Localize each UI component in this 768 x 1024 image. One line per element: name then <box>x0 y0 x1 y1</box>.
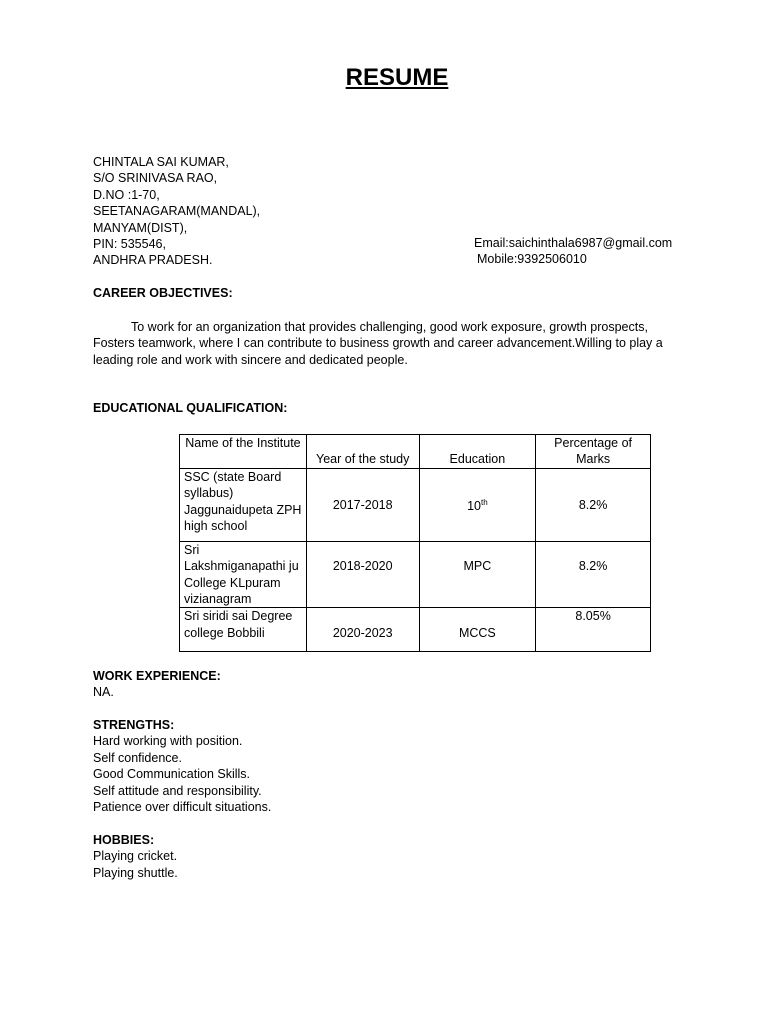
work-section <box>93 668 221 701</box>
hobbies-section <box>93 832 178 881</box>
cell-year: 2020-2023 <box>306 608 419 652</box>
page-title: RESUME <box>345 64 449 91</box>
list-item: Hard working with position. <box>93 734 243 749</box>
header-institute: Name of the Institute <box>180 435 307 469</box>
cell-percentage: 8.05% <box>536 608 651 652</box>
work-text: NA. <box>93 685 114 700</box>
cell-education: MCCS <box>419 608 536 652</box>
address-line: PIN: 535546, <box>93 236 166 251</box>
strengths-section <box>93 717 271 815</box>
address-line: D.NO :1-70, <box>93 187 160 202</box>
email-text: Email:saichinthala6987@gmail.com <box>474 236 673 250</box>
cell-institute: SSC (state Board syllabus) Jaggunaidupeta ZPH high school <box>180 468 307 541</box>
contact-block <box>474 235 672 268</box>
cell-percentage: 8.2% <box>536 468 651 541</box>
education-table <box>179 434 651 652</box>
address-line: S/O SRINIVASA RAO, <box>93 171 218 186</box>
address-line: CHINTALA SAI KUMAR, <box>93 155 229 169</box>
list-item: Self confidence. <box>93 750 182 765</box>
header-percentage: Percentage of Marks <box>536 435 651 469</box>
cell-year: 2017-2018 <box>306 468 419 541</box>
address-line: ANDHRA PRADESH. <box>93 253 213 268</box>
education-heading: EDUCATIONAL QUALIFICATION: <box>93 401 288 415</box>
hobbies-heading: HOBBIES: <box>93 833 155 847</box>
list-item: Good Communication Skills. <box>93 767 251 782</box>
header-education: Education <box>419 435 536 469</box>
list-item: Playing shuttle. <box>93 865 178 880</box>
education-superscript: th <box>480 498 488 508</box>
career-heading: CAREER OBJECTIVES: <box>93 286 233 300</box>
career-paragraph <box>93 319 693 368</box>
cell-education: MPC <box>419 541 536 608</box>
education-value: 10 <box>467 499 481 514</box>
work-heading: WORK EXPERIENCE: <box>93 669 221 683</box>
header-year: Year of the study <box>306 435 419 469</box>
list-item: Self attitude and responsibility. <box>93 783 262 798</box>
strengths-heading: STRENGTHS: <box>93 718 175 732</box>
address-line: MANYAM(DIST), <box>93 220 188 235</box>
address-line: SEETANAGARAM(MANDAL), <box>93 204 261 219</box>
mobile-text: Mobile:9392506010 <box>477 252 587 267</box>
cell-institute: Sri siridi sai Degree college Bobbili <box>180 608 307 652</box>
table-row <box>180 541 651 608</box>
list-item: Playing cricket. <box>93 849 178 864</box>
cell-year: 2018-2020 <box>306 541 419 608</box>
list-item: Patience over difficult situations. <box>93 800 272 815</box>
career-text: To work for an organization that provides challenging, good work exposure, growth prospects, Fosters teamwork, where I can contribute to business growth and career advancement.Willing to play a leading role and work with sincere and dedicated people. <box>93 320 663 367</box>
cell-percentage: 8.2% <box>536 541 651 608</box>
table-row <box>180 608 651 652</box>
cell-education <box>419 468 536 541</box>
table-row <box>180 468 651 541</box>
table-header-row <box>180 435 651 469</box>
cell-institute: Sri Lakshmiganapathi ju College KLpuram vizianagram <box>180 541 307 608</box>
address-block <box>93 154 260 269</box>
